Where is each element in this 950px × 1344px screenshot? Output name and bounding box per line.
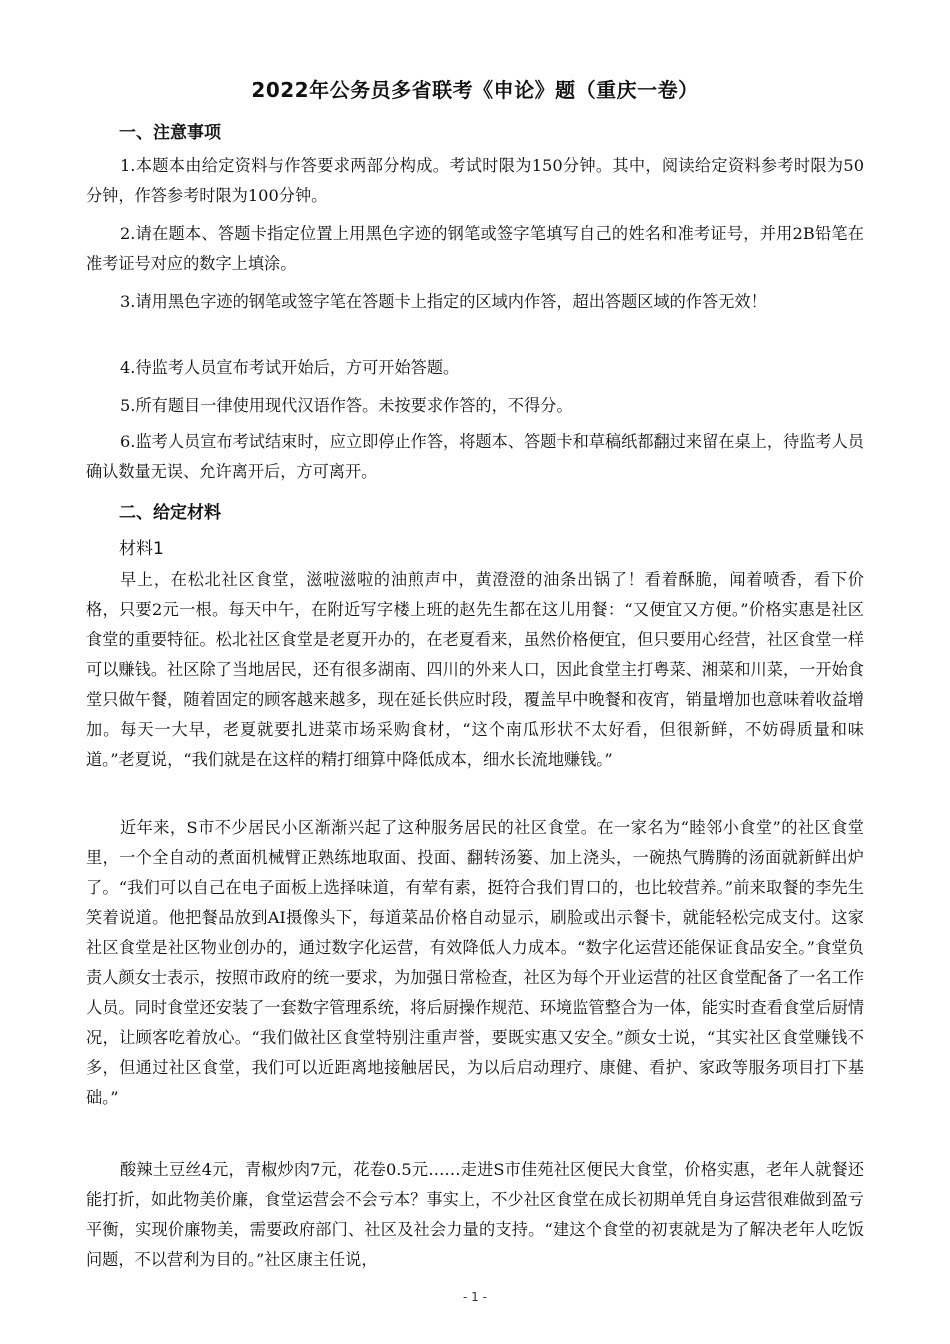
- material-paragraph-2: 近年来，S市不少居民小区渐渐兴起了这种服务居民的社区食堂。在一家名为“睦邻小食堂”的社区食堂里，一个全自动的煮面机械臂正熟练地取面、投面、翻转汤篓、加上浇头，一碗热气腾腾的汤面就新鲜出炉了。“我们可以自己在电子面板上选择味道，有荤有素，挺符合我们胃口的，也比较营养。”前来取餐的李先生笑着说道。他把餐品放到AI摄像头下，每道菜品价格自动显示，刷脸或出示餐卡，就能轻松完成支付。这家社区食堂是社区物业创办的，通过数字化运营，有效降低人力成本。“数字化运营还能保证食品安全。”食堂负责人颜女士表示，按照市政府的统一要求，为加强日常检查，社区为每个开业运营的社区食堂配备了一名工作人员。同时食堂还安装了一套数字管理系统，将后厨操作规范、环境监管整合为一体，能实时查看食堂后厨情况，让顾客吃着放心。“我们做社区食堂特别注重声誉，要既实惠又安全。”颜女士说，“其实社区食堂赚钱不多，但通过社区食堂，我们可以近距离地接触居民，为以后启动理疗、康健、看护、家政等服务项目打下基础。”: [86, 818, 864, 1107]
- section-heading-notes: 一、注意事项: [119, 123, 221, 143]
- note-item-2: 2.请在题本、答题卡指定位置上用黑色字迹的钢笔或签字笔填写自己的姓名和准考证号，并用2B铅笔在准考证号对应的数字上填涂。: [86, 224, 864, 273]
- note-item-4: 4.待监考人员宣布考试开始后，方可开始答题。: [120, 358, 460, 377]
- page-number: - 1 -: [463, 1290, 487, 1304]
- section-heading-materials: 二、给定材料: [119, 503, 221, 523]
- note-item-6: 6.监考人员宣布考试结束时，应立即停止作答，将题本、答题卡和草稿纸都翻过来留在桌上，待监考人员确认数量无误、允许离开后，方可离开。: [86, 432, 864, 481]
- material-paragraph-3: 酸辣土豆丝4元，青椒炒肉7元，花卷0.5元……走进S市佳苑社区便民大食堂，价格实惠，老年人就餐还能打折，如此物美价廉，食堂运营会不会亏本？事实上，不少社区食堂在成长初期单凭自身运营很难做到盈亏平衡，实现价廉物美，需要政府部门、社区及社会力量的支持。“建这个食堂的初衷就是为了解决老年人吃饭问题，不以营利为目的。”社区康主任说，: [86, 1160, 864, 1269]
- note-item-5: 5.所有题目一律使用现代汉语作答。未按要求作答的，不得分。: [120, 396, 573, 415]
- note-item-1: 1.本题本由给定资料与作答要求两部分构成。考试时限为150分钟。其中，阅读给定资料参考时限为50分钟，作答参考时限为100分钟。: [86, 156, 864, 205]
- material-title: 材料1: [119, 539, 164, 559]
- page-title: 2022年公务员多省联考《申论》题（重庆一卷）: [251, 78, 699, 102]
- material-paragraph-1: 早上，在松北社区食堂，滋啦滋啦的油煎声中，黄澄澄的油条出锅了！看着酥脆，闻着喷香，看下价格，只要2元一根。每天中午，在附近写字楼上班的赵先生都在这儿用餐：“又便宜又方便。”价格实惠是社区食堂的重要特征。松北社区食堂是老夏开办的，在老夏看来，虽然价格便宜，但只要用心经营，社区食堂一样可以赚钱。社区除了当地居民，还有很多湖南、四川的外来人口，因此食堂主打粤菜、湘菜和川菜，一开始食堂只做午餐，随着固定的顾客越来越多，现在延长供应时段，覆盖早中晚餐和夜宵，销量增加也意味着收益增加。每天一大早，老夏就要扎进菜市场采购食材，“这个南瓜形状不太好看，但很新鲜，不妨碍质量和味道。”老夏说，“我们就是在这样的精打细算中降低成本，细水长流地赚钱。”: [86, 570, 864, 769]
- note-item-3: 3.请用黑色字迹的钢笔或签字笔在答题卡上指定的区域内作答，超出答题区域的作答无效！: [120, 292, 767, 311]
